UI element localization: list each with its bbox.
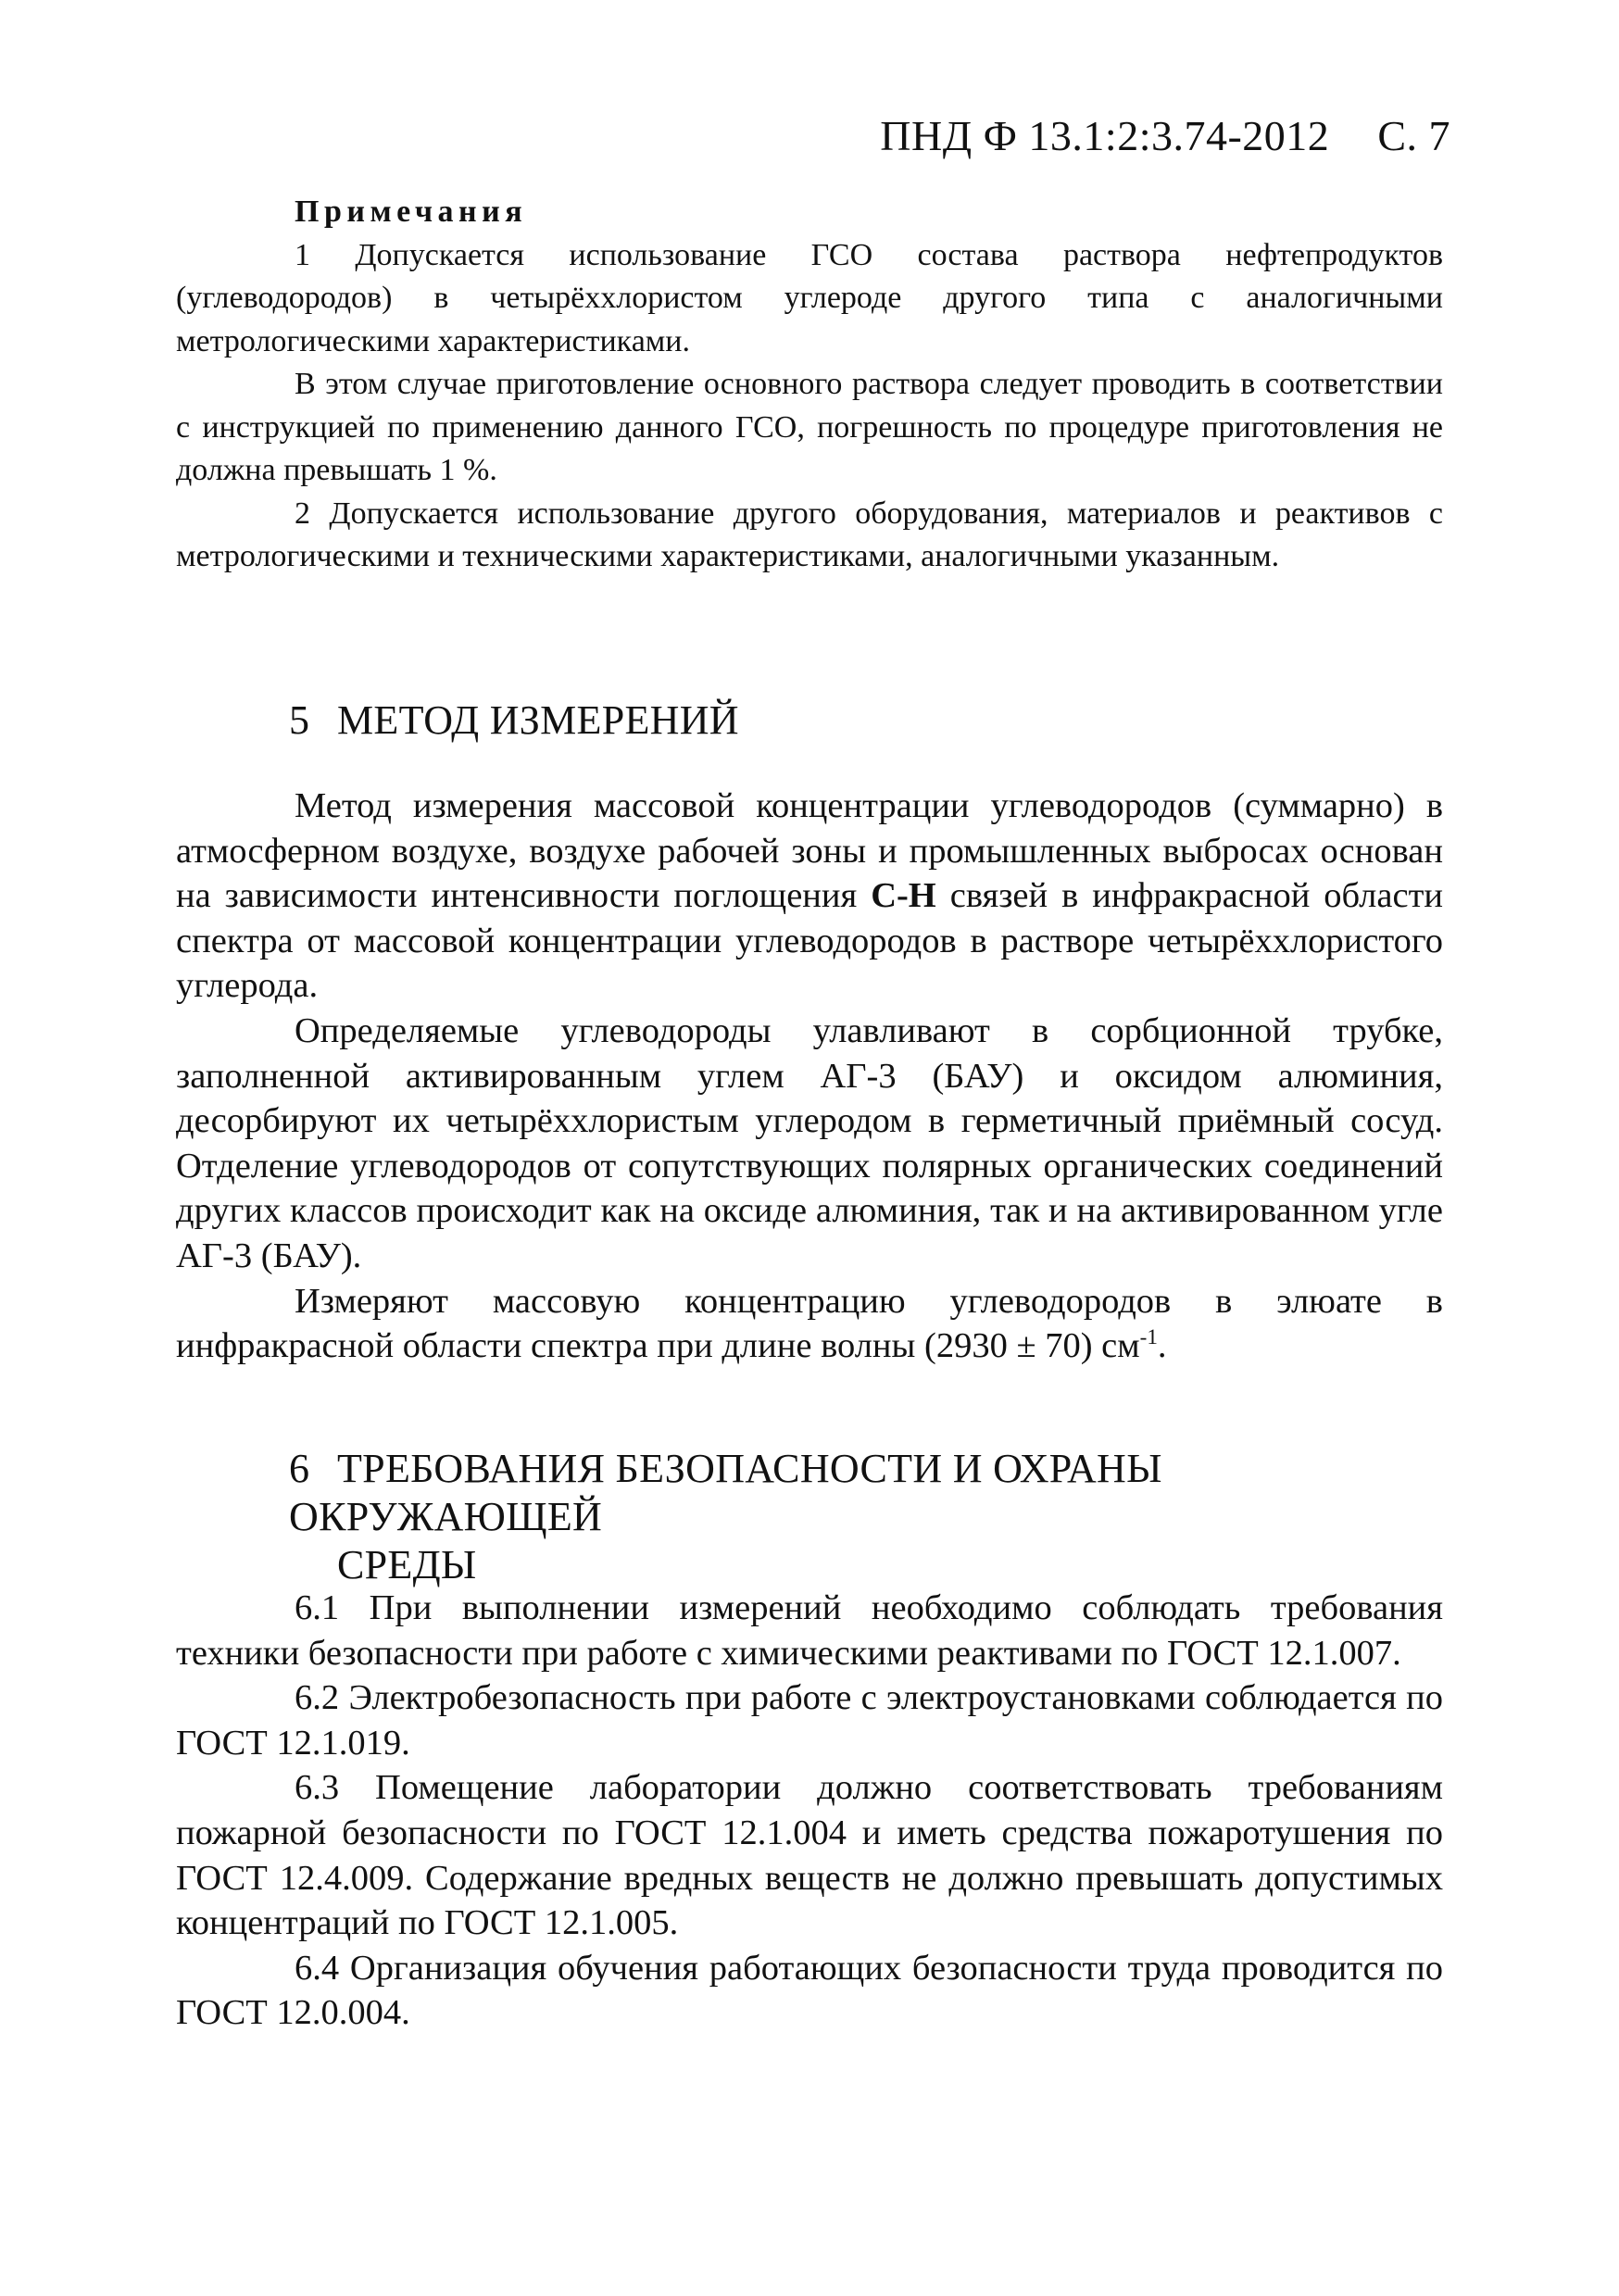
- section-6-item: 6.1 При выполнении измерений необходимо соблюдать требования техники безопасности при работе с химическими реактивами по ГОСТ 12.1.007.: [176, 1588, 1443, 1673]
- section-6-title-line2: СРЕДЫ: [337, 1542, 477, 1587]
- section-5-number: 5: [289, 697, 310, 743]
- paragraph-text: связей в инфракрасной области спектра от массовой концентрации углеводородов в растворе четырёххлористого углерода.: [176, 876, 1443, 1006]
- section-5-body: [176, 784, 1443, 1369]
- section-5-heading: [289, 696, 1443, 745]
- section-6-item: 6.3 Помещение лаборатории должно соответствовать требованиям пожарной безопасности по ГОСТ 12.1.004 и иметь средства пожаротушения по ГОСТ 12.4.009. Содержание вредных веществ не должно превышать допустимых концентраций по ГОСТ 12.1.005.: [176, 1768, 1443, 1943]
- page-number: С. 7: [1377, 112, 1450, 159]
- note-paragraph: 1 Допускается использование ГСО состава раствора нефтепродуктов (углеводородов) в четырёххлористом углероде другого типа с аналогичными метрологическими характеристиками.: [176, 237, 1443, 358]
- section-6-heading: [289, 1445, 1443, 1589]
- paragraph-text: Измеряют массовую концентрацию углеводородов в элюате в инфракрасной области спектра при длине волны (2930 ± 70) см: [176, 1281, 1443, 1366]
- note-paragraph: 2 Допускается использование другого оборудования, материалов и реактивов с метрологическими и техническими характеристиками, аналогичными указанным.: [176, 496, 1443, 573]
- page-header: [880, 111, 1450, 160]
- section-6-number: 6: [289, 1446, 310, 1491]
- section-5-paragraph: [176, 784, 1443, 1009]
- notes-title: Примечания: [295, 194, 528, 229]
- paragraph-text: .: [1157, 1326, 1167, 1366]
- bond-label: С-Н: [871, 876, 936, 916]
- paragraph-text: Метод измерения массовой концентрации углеводородов (суммарно) в атмосферном воздухе, воздухе рабочей зоны и промышленных выбросах основан на зависимости интенсивности поглощения: [176, 786, 1443, 916]
- section-5-paragraph: Определяемые углеводороды улавливают в сорбционной трубке, заполненной активированным углем АГ-3 (БАУ) и оксидом алюминия, десорбируют их четырёххлористым углеродом в герметичный приёмный сосуд. Отделение углеводородов от сопутствующих полярных органических соединений других классов происходит как на оксиде алюминия, так и на активированном угле АГ-3 (БАУ).: [176, 1010, 1443, 1275]
- section-6-item: 6.4 Организация обучения работающих безопасности труда проводится по ГОСТ 12.0.004.: [176, 1948, 1443, 2033]
- section-5-title: МЕТОД ИЗМЕРЕНИЙ: [337, 697, 739, 743]
- section-5-paragraph: [176, 1279, 1443, 1369]
- superscript: -1: [1139, 1324, 1158, 1349]
- section-6-title-line1: ТРЕБОВАНИЯ БЕЗОПАСНОСТИ И ОХРАНЫ ОКРУЖАЮЩЕЙ: [289, 1446, 1162, 1539]
- notes-block: [176, 191, 1443, 579]
- section-6-body: [176, 1586, 1443, 2036]
- note-paragraph: В этом случае приготовление основного раствора следует проводить в соответствии с инструкцией по применению данного ГСО, погрешность по процедуре приготовления не должна превышать 1 %.: [176, 367, 1443, 487]
- document-code: ПНД Ф 13.1:2:3.74-2012: [880, 112, 1330, 159]
- section-6-item: 6.2 Электробезопасность при работе с электроустановками соблюдается по ГОСТ 12.1.019.: [176, 1678, 1443, 1763]
